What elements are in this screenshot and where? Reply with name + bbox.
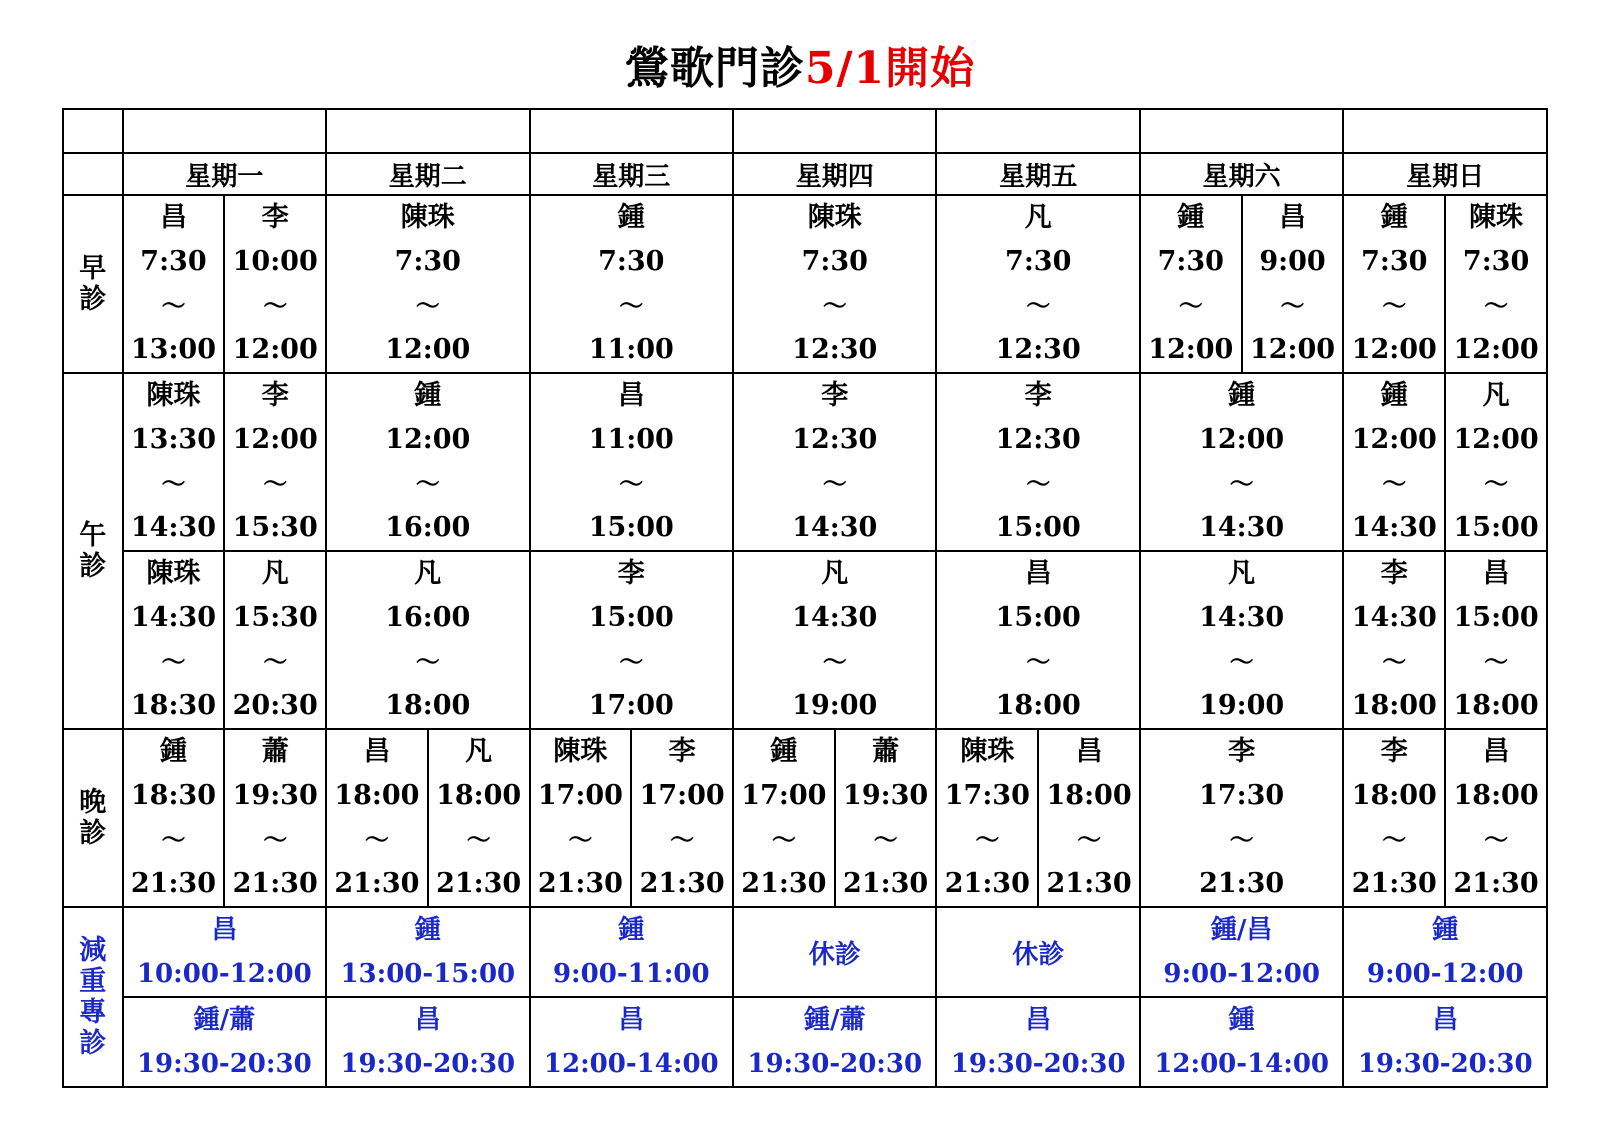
afternoon-row-1: [63, 373, 1547, 551]
slot-afternoon2-sun-1: 李 14:30 ～ 18:00: [1343, 551, 1445, 729]
slot-evening-wed-1: 陳珠 17:00 ～ 21:30: [530, 729, 632, 907]
slot-afternoon1-sun-1: 鍾 12:00 ～ 14:30: [1343, 373, 1445, 551]
slot-afternoon2-sat: 凡 14:30 ～ 19:00: [1140, 551, 1343, 729]
slot-morning-fri: 凡 7:30 ～ 12:30: [936, 195, 1139, 373]
day-header-thu: 星期四: [733, 153, 936, 195]
blank-cell: [123, 109, 326, 153]
slot-afternoon2-tue: 凡 16:00 ～ 18:00: [326, 551, 529, 729]
slot-afternoon2-fri: 昌 15:00 ～ 18:00: [936, 551, 1139, 729]
slot-weightloss1-thu-closed: 休診: [733, 907, 936, 997]
slot-evening-fri-1: 陳珠 17:30 ～ 21:30: [936, 729, 1038, 907]
slot-afternoon1-sun-2: 凡 12:00 ～ 15:00: [1445, 373, 1547, 551]
slot-evening-fri-2: 昌 18:00 ～ 21:30: [1038, 729, 1140, 907]
blank-cell: [936, 109, 1139, 153]
slot-weightloss1-tue: 鍾 13:00-15:00: [326, 907, 529, 997]
slot-evening-sun-1: 李 18:00 ～ 21:30: [1343, 729, 1445, 907]
slot-afternoon1-thu: 李 12:30 ～ 14:30: [733, 373, 936, 551]
slot-evening-thu-2: 蕭 19:30 ～ 21:30: [835, 729, 937, 907]
slot-evening-tue-1: 昌 18:00 ～ 21:30: [326, 729, 428, 907]
session-label-evening: 晚 診: [63, 729, 123, 907]
slot-weightloss1-sat: 鍾/昌 9:00-12:00: [1140, 907, 1343, 997]
slot-morning-mon-1: 昌 7:30 ～ 13:00: [123, 195, 225, 373]
slot-evening-mon-1: 鍾 18:30 ～ 21:30: [123, 729, 225, 907]
schedule-table: [62, 108, 1548, 1088]
day-header-sun: 星期日: [1343, 153, 1547, 195]
blank-cell: [530, 109, 733, 153]
slot-morning-sun-1: 鍾 7:30 ～ 12:00: [1343, 195, 1445, 373]
slot-evening-thu-1: 鍾 17:00 ～ 21:30: [733, 729, 835, 907]
slot-evening-sat: 李 17:30 ～ 21:30: [1140, 729, 1343, 907]
weightloss-row-1: [63, 907, 1547, 997]
slot-morning-tue: 陳珠 7:30 ～ 12:00: [326, 195, 529, 373]
weightloss-row-2: [63, 997, 1547, 1087]
slot-weightloss2-mon: 鍾/蕭 19:30-20:30: [123, 997, 326, 1087]
blank-cell: [63, 109, 123, 153]
morning-row: [63, 195, 1547, 373]
slot-morning-thu: 陳珠 7:30 ～ 12:30: [733, 195, 936, 373]
evening-row: [63, 729, 1547, 907]
blank-cell: [326, 109, 529, 153]
slot-evening-wed-2: 李 17:00 ～ 21:30: [631, 729, 733, 907]
slot-morning-sat-2: 昌 9:00 ～ 12:00: [1242, 195, 1344, 373]
corner-cell: [63, 153, 123, 195]
slot-afternoon1-mon-2: 李 12:00 ～ 15:30: [224, 373, 326, 551]
day-header-fri: 星期五: [936, 153, 1139, 195]
slot-evening-mon-2: 蕭 19:30 ～ 21:30: [224, 729, 326, 907]
title-highlight: 5/1開始: [804, 43, 976, 94]
slot-afternoon1-wed: 昌 11:00 ～ 15:00: [530, 373, 733, 551]
slot-weightloss2-fri: 昌 19:30-20:30: [936, 997, 1139, 1087]
blank-cell: [1140, 109, 1343, 153]
day-header-row: [63, 153, 1547, 195]
session-label-weightloss: 減 重 專 診: [63, 907, 123, 1087]
slot-evening-tue-2: 凡 18:00 ～ 21:30: [428, 729, 530, 907]
slot-morning-mon-2: 李 10:00 ～ 12:00: [224, 195, 326, 373]
slot-morning-wed: 鍾 7:30 ～ 11:00: [530, 195, 733, 373]
session-label-morning: 早 診: [63, 195, 123, 373]
slot-afternoon1-fri: 李 12:30 ～ 15:00: [936, 373, 1139, 551]
day-header-wed: 星期三: [530, 153, 733, 195]
slot-afternoon1-mon-1: 陳珠 13:30 ～ 14:30: [123, 373, 225, 551]
slot-weightloss1-wed: 鍾 9:00-11:00: [530, 907, 733, 997]
blank-cell: [733, 109, 936, 153]
slot-afternoon2-thu: 凡 14:30 ～ 19:00: [733, 551, 936, 729]
day-header-sat: 星期六: [1140, 153, 1343, 195]
slot-weightloss2-tue: 昌 19:30-20:30: [326, 997, 529, 1087]
slot-weightloss2-sat: 鍾 12:00-14:00: [1140, 997, 1343, 1087]
blank-cell: [1343, 109, 1547, 153]
day-header-mon: 星期一: [123, 153, 326, 195]
afternoon-row-2: [63, 551, 1547, 729]
slot-weightloss2-thu: 鍾/蕭 19:30-20:30: [733, 997, 936, 1087]
slot-weightloss1-fri-closed: 休診: [936, 907, 1139, 997]
slot-afternoon1-tue: 鍾 12:00 ～ 16:00: [326, 373, 529, 551]
title-main: 鶯歌門診: [624, 43, 805, 94]
session-label-afternoon: 午 診: [63, 373, 123, 729]
slot-weightloss2-wed: 昌 12:00-14:00: [530, 997, 733, 1087]
slot-weightloss1-mon: 昌 10:00-12:00: [123, 907, 326, 997]
blank-row: [63, 109, 1547, 153]
slot-afternoon2-mon-2: 凡 15:30 ～ 20:30: [224, 551, 326, 729]
page-title: [0, 40, 1600, 98]
slot-morning-sat-1: 鍾 7:30 ～ 12:00: [1140, 195, 1242, 373]
slot-morning-sun-2: 陳珠 7:30 ～ 12:00: [1445, 195, 1547, 373]
slot-weightloss1-sun: 鍾 9:00-12:00: [1343, 907, 1547, 997]
slot-evening-sun-2: 昌 18:00 ～ 21:30: [1445, 729, 1547, 907]
day-header-tue: 星期二: [326, 153, 529, 195]
slot-weightloss2-sun: 昌 19:30-20:30: [1343, 997, 1547, 1087]
slot-afternoon2-wed: 李 15:00 ～ 17:00: [530, 551, 733, 729]
slot-afternoon2-mon-1: 陳珠 14:30 ～ 18:30: [123, 551, 225, 729]
slot-afternoon2-sun-2: 昌 15:00 ～ 18:00: [1445, 551, 1547, 729]
slot-afternoon1-sat: 鍾 12:00 ～ 14:30: [1140, 373, 1343, 551]
